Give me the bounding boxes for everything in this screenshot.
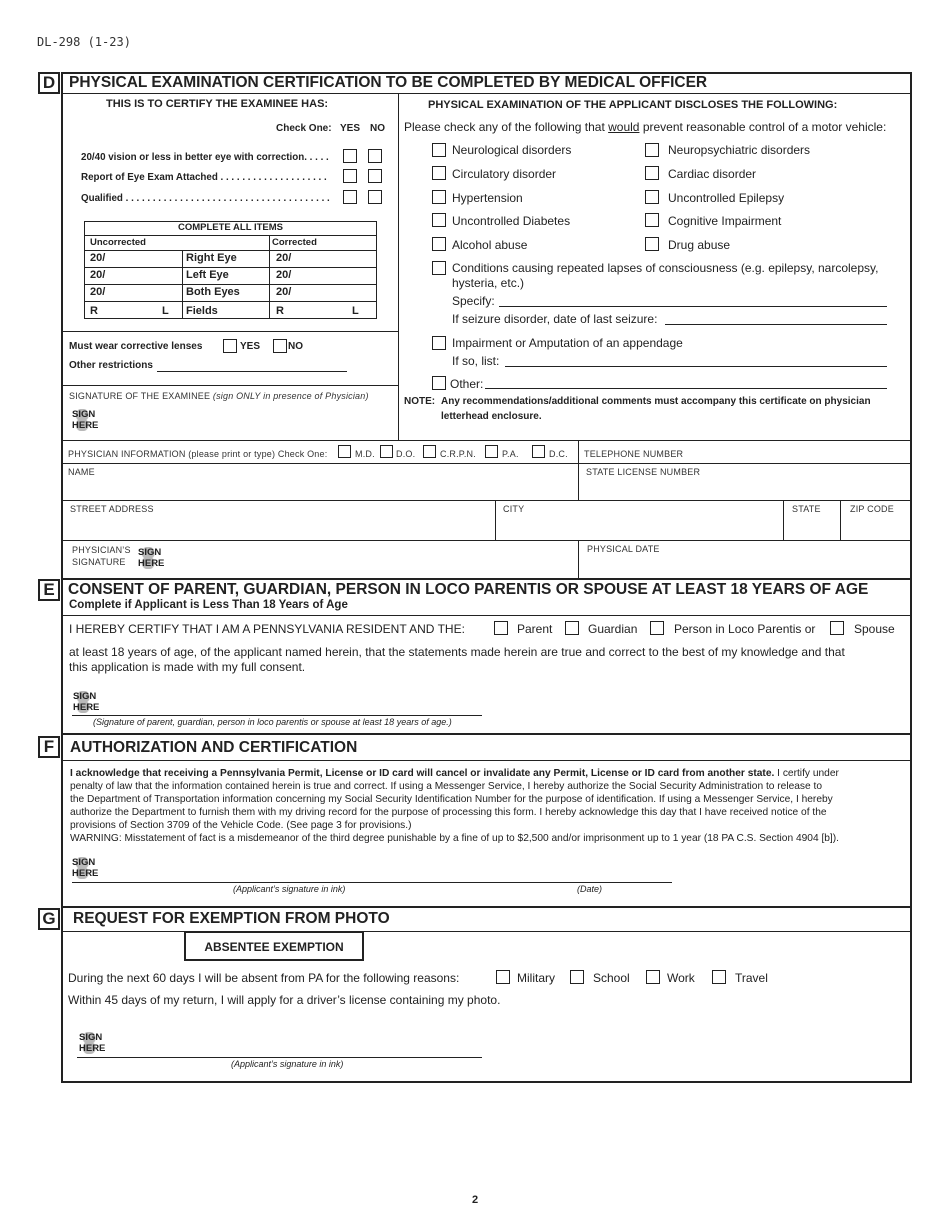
- license-label: STATE LICENSE NUMBER: [586, 467, 701, 477]
- cognitive-checkbox[interactable]: [645, 213, 659, 227]
- section-e-title: CONSENT OF PARENT, GUARDIAN, PERSON IN LOCO PARENTIS OR SPOUSE AT LEAST 18 YEARS OF AGE: [68, 581, 869, 598]
- fields-r2: R: [276, 305, 284, 317]
- qualified-no-checkbox[interactable]: [368, 190, 382, 204]
- yes-header: YES: [340, 123, 361, 134]
- authorization-line5: provisions of Section 3709 of the Vehicle Code. (See page 3 for provisions.): [70, 820, 412, 831]
- divider: [61, 500, 912, 501]
- parent-signature-caption: (Signature of parent, guardian, person in loco parentis or spouse at least 18 years of age.): [93, 717, 452, 727]
- section-g-title: REQUEST FOR EXEMPTION FROM PHOTO: [73, 910, 390, 927]
- physician-info-label: PHYSICIAN INFORMATION (please print or type) Check One:: [68, 449, 328, 459]
- divider: [84, 235, 377, 236]
- uncorrected-both: 20/: [90, 286, 106, 298]
- authorization-line4: authorize the Department to furnish them with my driving record for the purpose of processing this form. I hereby acknowledge this day that I have received notice of the: [70, 807, 827, 818]
- section-e-letter: E: [38, 579, 60, 601]
- drug-checkbox[interactable]: [645, 237, 659, 251]
- physical-date-label: PHYSICAL DATE: [587, 544, 660, 554]
- eye-exam-yes-checkbox[interactable]: [343, 169, 357, 183]
- diabetes-checkbox[interactable]: [432, 213, 446, 227]
- name-label: NAME: [68, 467, 95, 477]
- lenses-no-checkbox[interactable]: [273, 339, 287, 353]
- epilepsy-checkbox[interactable]: [645, 190, 659, 204]
- uncorrected-header: Uncorrected: [90, 237, 146, 248]
- divider: [61, 385, 398, 386]
- qualified-yes-checkbox[interactable]: [343, 190, 357, 204]
- divider: [61, 615, 912, 616]
- if-so-label: If so, list:: [452, 354, 500, 368]
- examinee-signature-label: SIGNATURE OF THE EXAMINEE (sign ONLY in presence of Physician): [69, 391, 369, 401]
- vision-table-title: COMPLETE ALL ITEMS: [177, 222, 284, 233]
- other-restrictions-label: Other restrictions: [69, 360, 153, 371]
- date-caption: (Date): [577, 884, 603, 894]
- md-checkbox[interactable]: [338, 445, 351, 458]
- spouse-checkbox[interactable]: [830, 621, 844, 635]
- divider: [84, 250, 377, 251]
- cognitive-label: Cognitive Impairment: [668, 214, 782, 228]
- divider: [783, 500, 784, 541]
- specify-line[interactable]: [499, 306, 887, 307]
- dc-checkbox[interactable]: [532, 445, 545, 458]
- alcohol-label: Alcohol abuse: [452, 238, 528, 252]
- divider: [61, 463, 912, 464]
- corrected-header: Corrected: [272, 237, 317, 248]
- lenses-no-label: NO: [288, 341, 303, 352]
- divider: [84, 267, 377, 268]
- pa-checkbox[interactable]: [485, 445, 498, 458]
- return-statement: Within 45 days of my return, I will apply for a driver’s license containing my photo.: [68, 993, 501, 1007]
- both-eyes-label: Both Eyes: [186, 286, 240, 298]
- street-label: STREET ADDRESS: [70, 504, 154, 514]
- discloses-heading: PHYSICAL EXAMINATION OF THE APPLICANT DISCLOSES THE FOLLOWING:: [428, 99, 838, 111]
- guardian-label: Guardian: [588, 622, 638, 636]
- vision-yes-checkbox[interactable]: [343, 149, 357, 163]
- md-label: M.D.: [355, 449, 375, 459]
- divider: [61, 331, 398, 332]
- drug-label: Drug abuse: [668, 238, 731, 252]
- seizure-date-line[interactable]: [665, 324, 887, 325]
- if-so-line[interactable]: [505, 366, 887, 367]
- section-f-letter: F: [38, 736, 60, 758]
- cardiac-checkbox[interactable]: [645, 166, 659, 180]
- state-label: STATE: [792, 504, 821, 514]
- sign-here-icon[interactable]: SIGN HERE: [72, 409, 99, 431]
- authorization-line1: I acknowledge that receiving a Pennsylvania Permit, License or ID card will cancel or invalidate any Permit, License or ID card from another state. I certify under: [70, 768, 839, 779]
- absent-statement: During the next 60 days I will be absent from PA for the following reasons:: [68, 971, 460, 985]
- lapses-checkbox[interactable]: [432, 261, 446, 275]
- vision-no-checkbox[interactable]: [368, 149, 382, 163]
- divider: [495, 500, 496, 541]
- absentee-exemption-box: ABSENTEE EXEMPTION: [184, 931, 364, 961]
- school-label: School: [593, 971, 630, 985]
- military-checkbox[interactable]: [496, 970, 510, 984]
- section-d-letter: D: [38, 72, 60, 94]
- fields-label: Fields: [186, 305, 218, 317]
- neuropsychiatric-checkbox[interactable]: [645, 143, 659, 157]
- telephone-label: TELEPHONE NUMBER: [584, 449, 684, 459]
- consent-line1: at least 18 years of age, of the applicant named herein, that the statements made herein are true and correct to the best of my knowledge and that: [69, 645, 845, 659]
- other-label: Other:: [450, 377, 484, 391]
- parent-label: Parent: [517, 622, 553, 636]
- divider: [61, 760, 912, 761]
- applicant-signature-line[interactable]: [72, 882, 672, 883]
- note-label: NOTE:: [404, 396, 436, 407]
- work-label: Work: [667, 971, 695, 985]
- divider: [578, 540, 579, 580]
- divider: [578, 440, 579, 500]
- neurological-checkbox[interactable]: [432, 143, 446, 157]
- school-checkbox[interactable]: [570, 970, 584, 984]
- hypertension-checkbox[interactable]: [432, 190, 446, 204]
- divider: [269, 235, 270, 319]
- section-e-subtitle: Complete if Applicant is Less Than 18 Years of Age: [69, 599, 348, 611]
- crpn-checkbox[interactable]: [423, 445, 436, 458]
- lenses-yes-checkbox[interactable]: [223, 339, 237, 353]
- physician-signature-label: PHYSICIAN’S SIGNATURE: [72, 545, 131, 567]
- crpn-label: C.R.P.N.: [440, 449, 476, 459]
- military-label: Military: [517, 971, 555, 985]
- left-eye-label: Left Eye: [186, 269, 229, 281]
- right-eye-label: Right Eye: [186, 252, 237, 264]
- discloses-instruction: Please check any of the following that would prevent reasonable control of a motor vehicle:: [404, 120, 887, 134]
- authorization-line2: penalty of law that the information contained herein is true and correct. If using a Messenger Service, I hereby authorize the Social Security Administration to release to: [70, 781, 823, 792]
- other-restrictions-line[interactable]: [157, 371, 347, 372]
- corrected-right: 20/: [276, 252, 292, 264]
- work-checkbox[interactable]: [646, 970, 660, 984]
- qualified-row: Qualified . . . . . . . . . . . . . . . . . . . . . . . . . . . . . . . . . . . . . .: [81, 193, 330, 204]
- divider: [840, 500, 841, 541]
- fields-l1: L: [162, 305, 169, 317]
- alcohol-checkbox[interactable]: [432, 237, 446, 251]
- divider: [398, 93, 399, 440]
- loco-parentis-label: Person in Loco Parentis or: [674, 622, 816, 636]
- specify-label: Specify:: [452, 294, 495, 308]
- hypertension-label: Hypertension: [452, 191, 523, 205]
- diabetes-label: Uncontrolled Diabetes: [452, 214, 571, 228]
- exemption-signature-line[interactable]: [77, 1057, 482, 1058]
- uncorrected-left: 20/: [90, 269, 106, 281]
- fields-r1: R: [90, 305, 98, 317]
- consent-line2: this application is made with my full consent.: [69, 660, 306, 674]
- corrected-left: 20/: [276, 269, 292, 281]
- loco-parentis-checkbox[interactable]: [650, 621, 664, 635]
- sign-here-icon[interactable]: SIGN HERE: [79, 1032, 106, 1054]
- pa-label: P.A.: [502, 449, 519, 459]
- parent-signature-line[interactable]: [72, 715, 482, 716]
- no-header: NO: [370, 123, 385, 134]
- sign-here-icon[interactable]: SIGN HERE: [138, 547, 165, 569]
- form-id: DL-298 (1-23): [37, 35, 131, 49]
- eye-exam-no-checkbox[interactable]: [368, 169, 382, 183]
- certify-heading: THIS IS TO CERTIFY THE EXAMINEE HAS:: [106, 98, 329, 110]
- do-label: D.O.: [396, 449, 416, 459]
- circulatory-checkbox[interactable]: [432, 166, 446, 180]
- lenses-yes-label: YES: [240, 341, 261, 352]
- divider: [84, 301, 377, 302]
- other-checkbox[interactable]: [432, 376, 446, 390]
- divider: [84, 284, 377, 285]
- guardian-checkbox[interactable]: [565, 621, 579, 635]
- impairment-label: Impairment or Amputation of an appendage: [452, 336, 683, 350]
- impairment-checkbox[interactable]: [432, 336, 446, 350]
- zip-label: ZIP CODE: [850, 504, 894, 514]
- cardiac-label: Cardiac disorder: [668, 167, 757, 181]
- seizure-label: If seizure disorder, date of last seizure:: [452, 312, 658, 326]
- circulatory-label: Circulatory disorder: [452, 167, 557, 181]
- neuropsychiatric-label: Neuropsychiatric disorders: [668, 143, 811, 157]
- section-d-title: PHYSICAL EXAMINATION CERTIFICATION TO BE COMPLETED BY MEDICAL OFFICER: [69, 74, 708, 91]
- exemption-signature-caption: (Applicant’s signature in ink): [231, 1059, 344, 1069]
- lapses-label-line1: Conditions causing repeated lapses of consciousness (e.g. epilepsy, narcolepsy,: [452, 261, 879, 275]
- fields-l2: L: [352, 305, 359, 317]
- sign-here-icon[interactable]: SIGN HERE: [73, 691, 100, 713]
- note-line2: letterhead enclosure.: [441, 411, 542, 422]
- travel-checkbox[interactable]: [712, 970, 726, 984]
- neurological-label: Neurological disorders: [452, 143, 572, 157]
- authorization-line3: the Department of Transportation information concerning my Social Security Identification Number for the purpose of identification. If using a Messenger Service, I hereby: [70, 794, 833, 805]
- uncorrected-right: 20/: [90, 252, 106, 264]
- divider: [61, 440, 912, 441]
- vision-row: 20/40 vision or less in better eye with correction. . . . .: [81, 152, 329, 163]
- dc-label: D.C.: [549, 449, 568, 459]
- corrective-lenses-label: Must wear corrective lenses: [69, 341, 203, 352]
- lapses-label-line2: hysteria, etc.): [452, 276, 525, 290]
- parent-checkbox[interactable]: [494, 621, 508, 635]
- do-checkbox[interactable]: [380, 445, 393, 458]
- check-one-label: Check One:: [276, 123, 332, 134]
- city-label: CITY: [503, 504, 525, 514]
- page-number: 2: [471, 1194, 479, 1206]
- divider: [61, 540, 912, 541]
- warning-line: WARNING: Misstatement of fact is a misdemeanor of the third degree punishable by a fine of up to $2,500 and/or imprisonment up to 1 year (18 PA C.S. Section 4904 [b]).: [70, 833, 839, 844]
- epilepsy-label: Uncontrolled Epilepsy: [668, 191, 785, 205]
- section-f-title: AUTHORIZATION AND CERTIFICATION: [70, 739, 358, 756]
- spouse-label: Spouse: [854, 622, 895, 636]
- certify-statement: I HEREBY CERTIFY THAT I AM A PENNSYLVANIA RESIDENT AND THE:: [69, 622, 465, 636]
- eye-exam-row: Report of Eye Exam Attached . . . . . . . . . . . . . . . . . . . .: [81, 172, 327, 183]
- sign-here-icon[interactable]: SIGN HERE: [72, 857, 99, 879]
- travel-label: Travel: [735, 971, 768, 985]
- note-line1: Any recommendations/additional comments must accompany this certificate on physician: [441, 396, 871, 407]
- other-line[interactable]: [485, 388, 887, 389]
- section-g-letter: G: [38, 908, 60, 930]
- applicant-signature-caption: (Applicant’s signature in ink): [233, 884, 346, 894]
- corrected-both: 20/: [276, 286, 292, 298]
- divider: [61, 93, 912, 94]
